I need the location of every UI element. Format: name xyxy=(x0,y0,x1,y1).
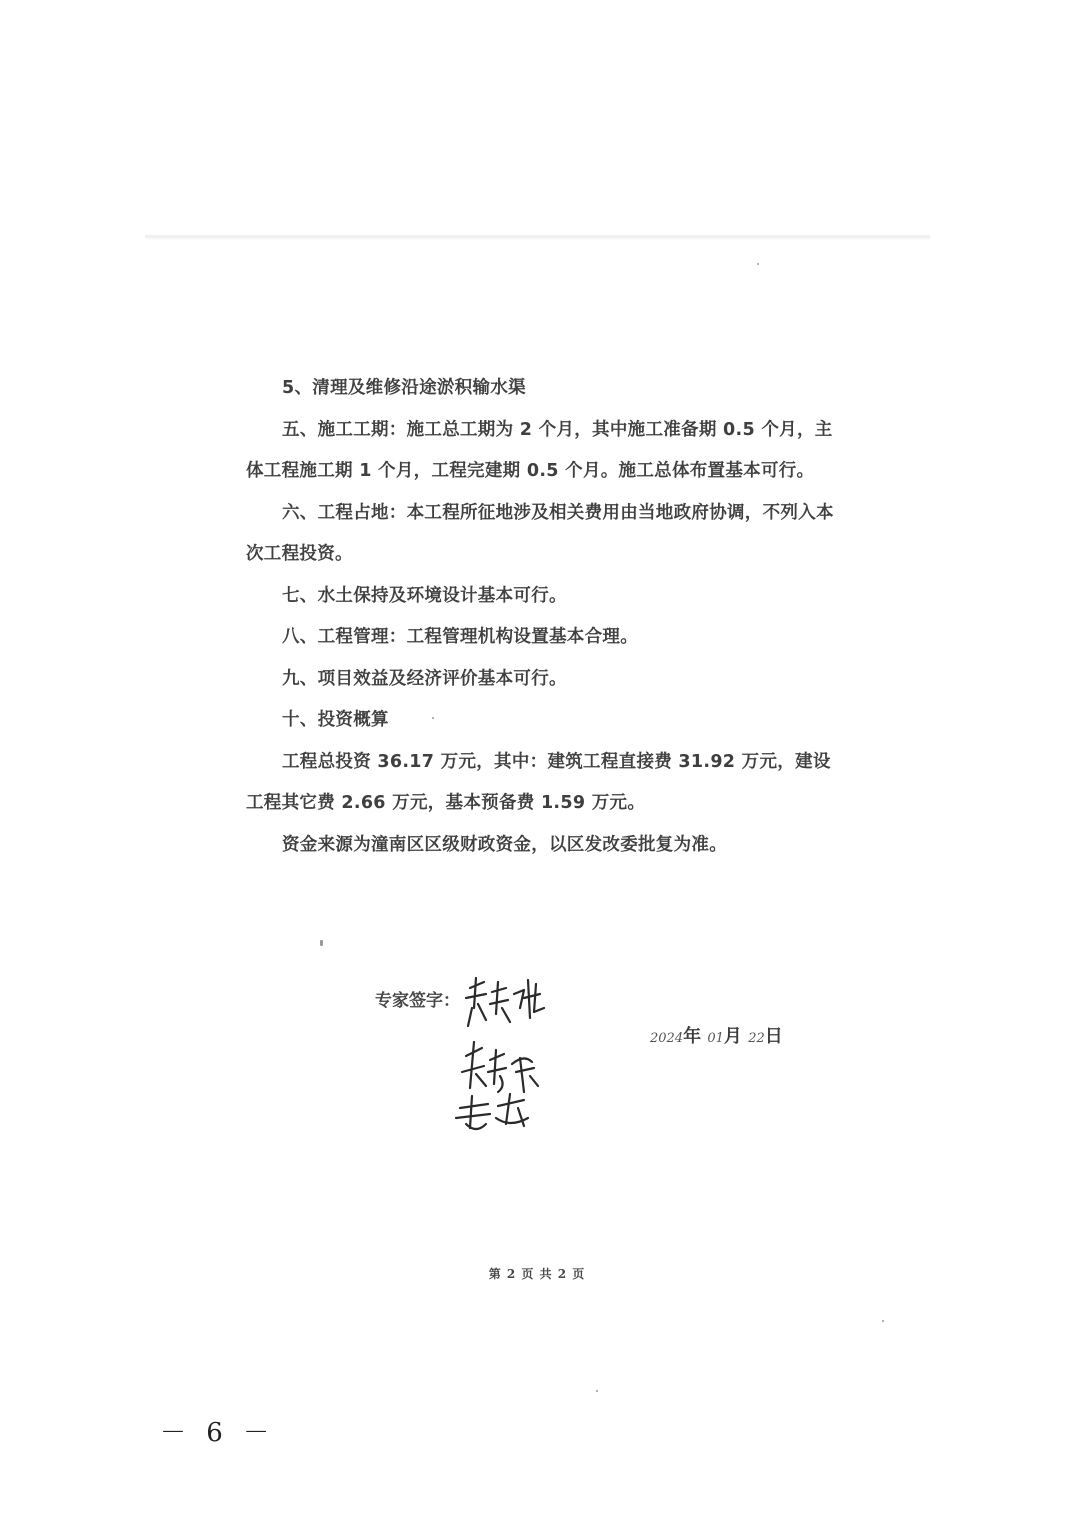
date-day: 22 xyxy=(748,1031,765,1046)
scan-edge-line xyxy=(145,234,930,240)
scan-speck xyxy=(320,940,323,946)
paragraph: 工程总投资 36.17 万元，其中：建筑工程直接费 31.92 万元，建设工程其它费 2.66 万元，基本预备费 1.59 万元。 xyxy=(246,751,831,813)
paragraph: 十、投资概算 xyxy=(282,710,389,730)
signature-2 xyxy=(462,1042,538,1092)
signatures xyxy=(440,968,570,1142)
signature-label: 专家签字： xyxy=(375,991,460,1011)
scan-speck xyxy=(882,1320,884,1322)
paragraph: 七、水土保持及环境设计基本可行。 xyxy=(282,585,567,606)
scan-speck xyxy=(596,1390,598,1392)
paragraph: 九、项目效益及经济评价基本可行。 xyxy=(282,668,567,689)
signing-date xyxy=(650,1022,783,1048)
paragraph: 五、施工工期：施工总工期为 2 个月，其中施工准备期 0.5 个月，主体工程施工期 1 个月，工程完建期 0.5 个月。施工总体布置基本可行。 xyxy=(246,419,833,481)
paragraph: 5、清理及维修沿途淤积输水渠 xyxy=(282,378,526,398)
signature-3 xyxy=(456,1094,528,1129)
paragraph: 八、工程管理：工程管理机构设置基本合理。 xyxy=(282,627,638,647)
scan-speck xyxy=(757,263,759,265)
handwritten-signatures xyxy=(440,968,570,1138)
date-year: 2024 xyxy=(650,1031,684,1046)
date-month-suffix: 月 xyxy=(723,1026,742,1047)
paragraph: 资金来源为潼南区区级财政资金，以区发改委批复为准。 xyxy=(282,834,727,855)
document-body xyxy=(246,368,836,866)
page-number: － 6 － xyxy=(160,1418,276,1448)
date-month: 01 xyxy=(707,1031,724,1046)
paragraph: 六、工程占地：本工程所征地涉及相关费用由当地政府协调，不列入本次工程投资。 xyxy=(246,502,834,564)
signature-1 xyxy=(466,978,544,1026)
date-year-suffix: 年 xyxy=(683,1026,702,1047)
page-info: 第 2 页 共 2 页 xyxy=(488,1267,586,1281)
date-day-suffix: 日 xyxy=(764,1026,783,1047)
